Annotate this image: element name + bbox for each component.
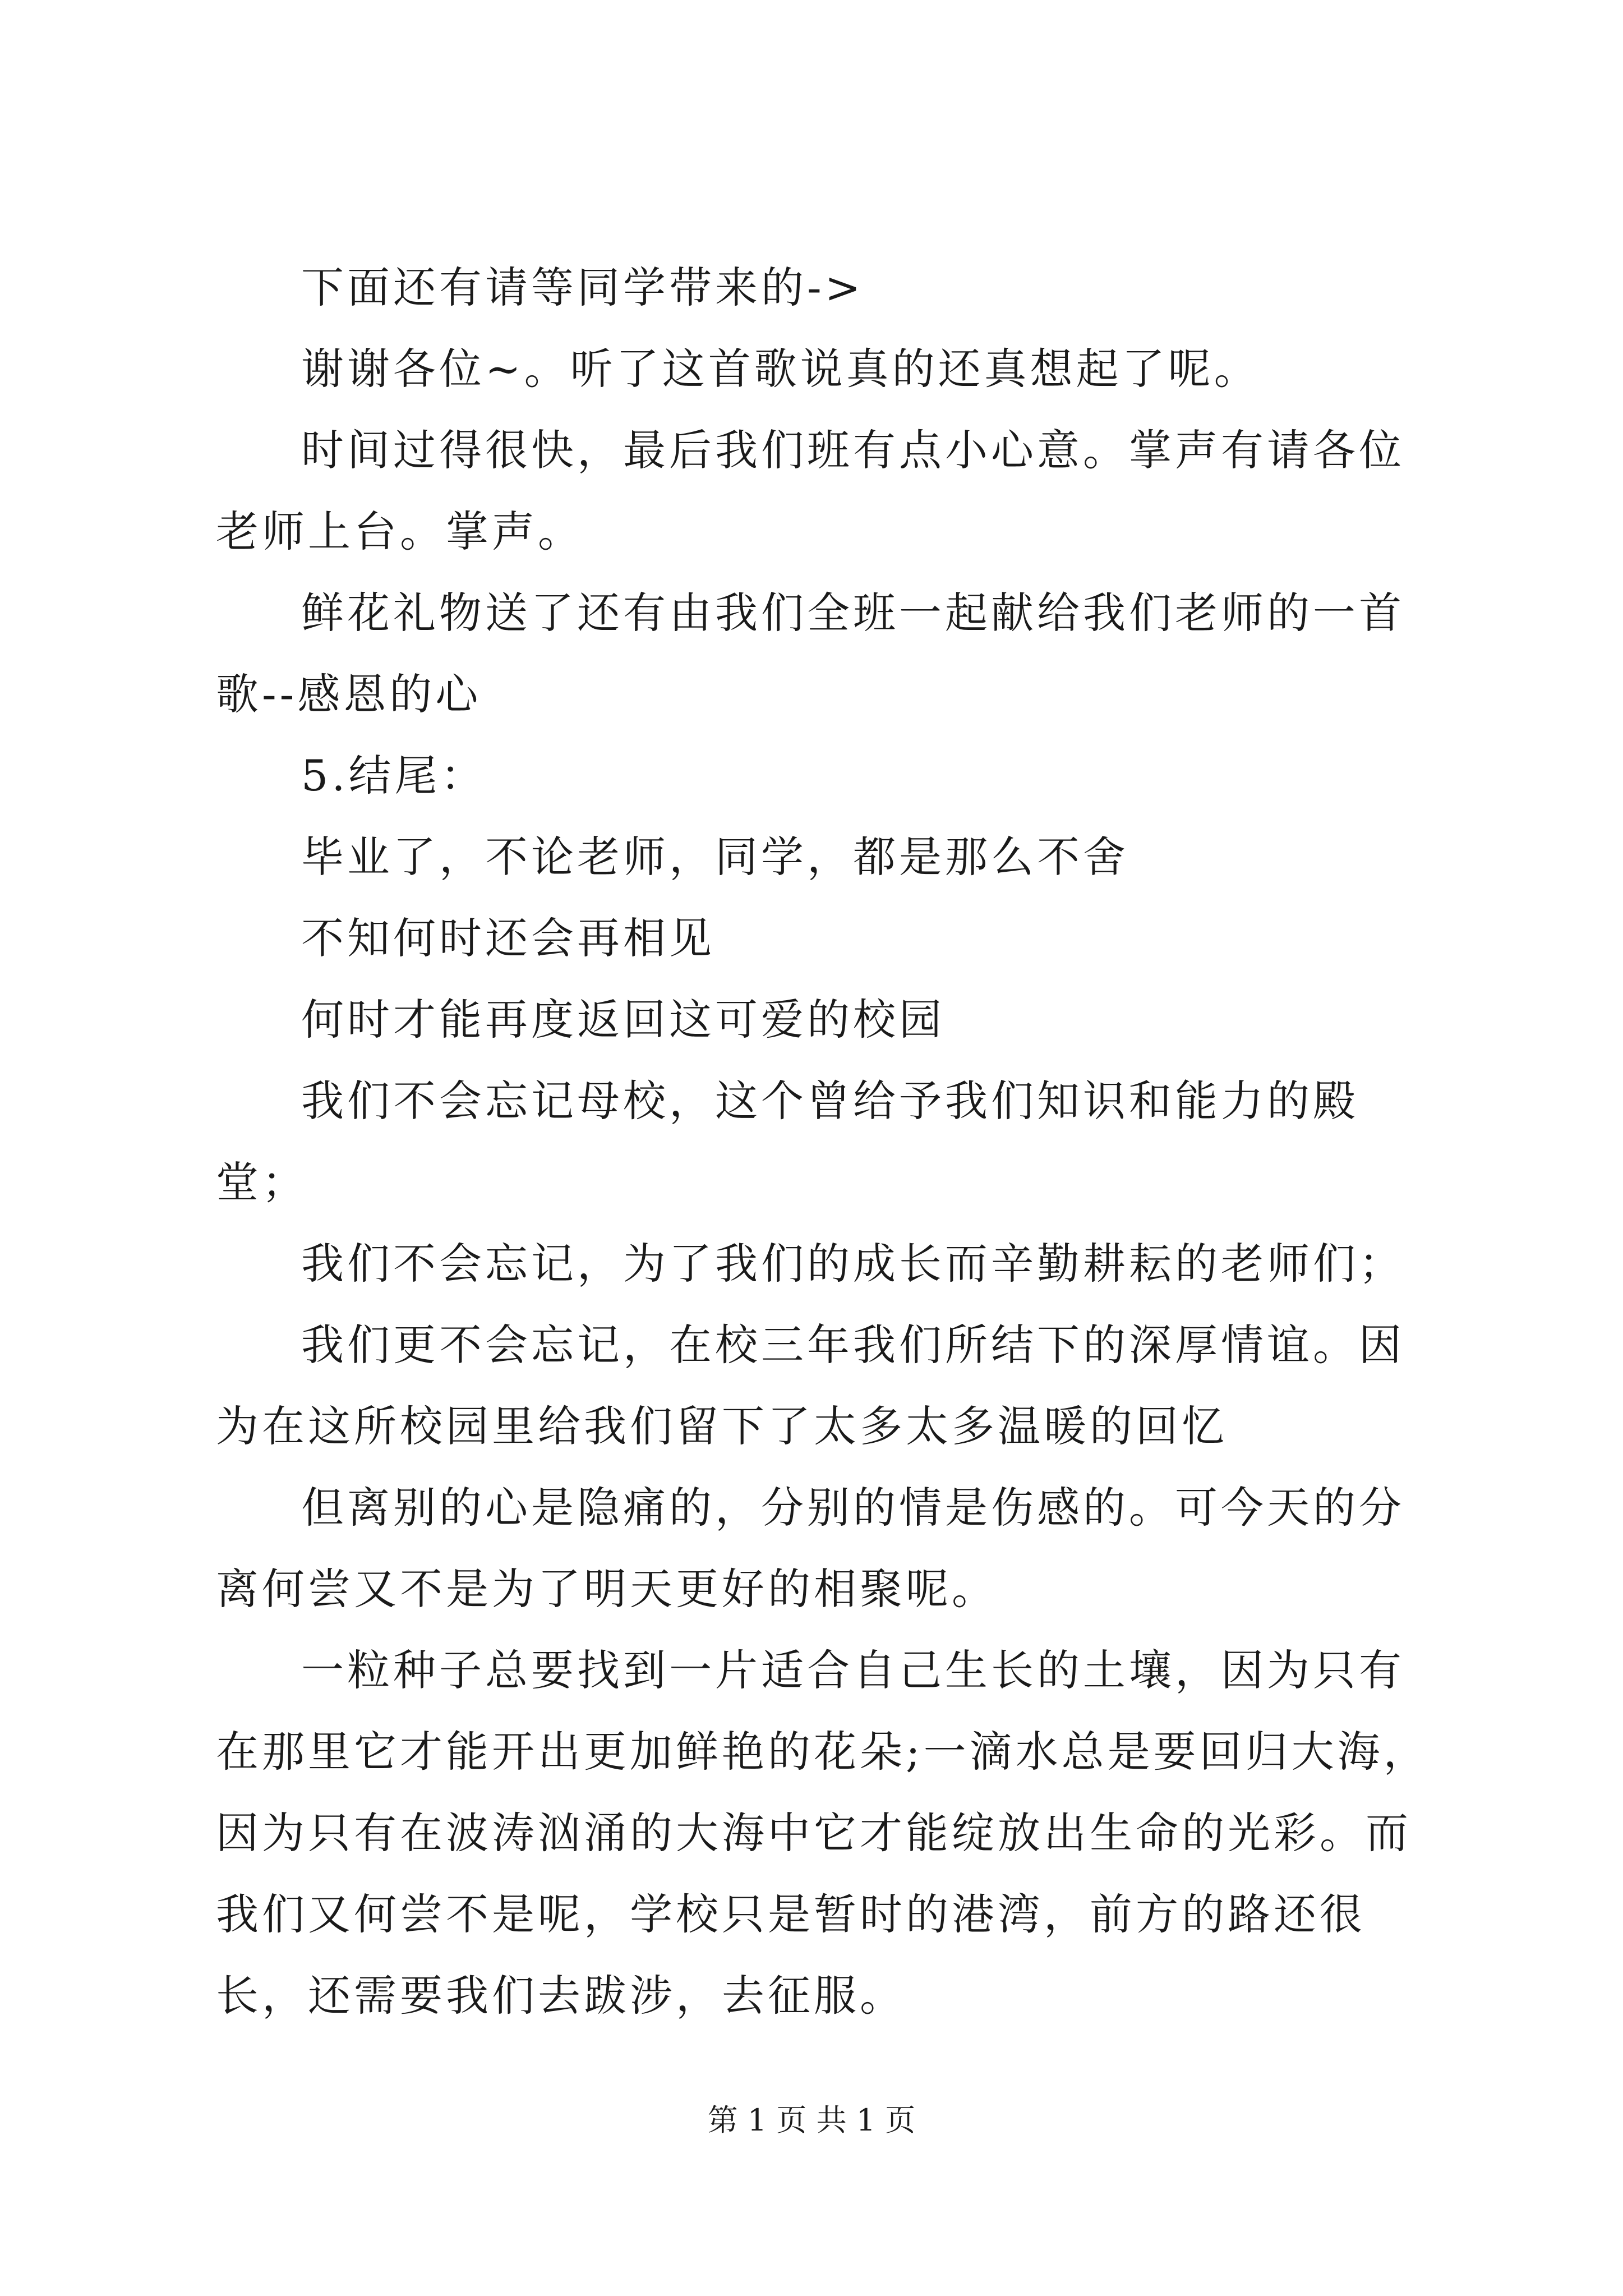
paragraph-11: 我们更不会忘记，在校三年我们所结下的深厚情谊。因为在这所校园里给我们留下了太多太多温暖的回忆: [216, 1320, 1405, 1451]
paragraph-10: 我们不会忘记，为了我们的成长而辛勤耕耘的老师们；: [301, 1239, 1405, 1289]
section-heading-ending: 5.结尾：: [301, 751, 487, 800]
paragraph-13: 一粒种子总要找到一片适合自己生长的土壤，因为只有在那里它才能开出更加鲜艳的花朵;一滴水总是要回归大海，因为只有在波涛汹涌的大海中它才能绽放出生命的光彩。而我们又何尝不是呢，学校只是暂时的港湾，前方的路还很长，还需要我们去跋涉，去征服。: [216, 1645, 1430, 2021]
paragraph-6: 毕业了，不论老师，同学，都是那么不舍: [301, 832, 1129, 882]
paragraph-3: 时间过得很快，最后我们班有点小心意。掌声有请各位老师上台。掌声。: [216, 425, 1405, 556]
paragraph-8: 何时才能再度返回这可爱的校园: [301, 995, 945, 1045]
paragraph-4: 鲜花礼物送了还有由我们全班一起献给我们老师的一首歌--感恩的心: [216, 588, 1405, 719]
paragraph-7: 不知何时还会再相见: [301, 913, 715, 963]
paragraph-12: 但离别的心是隐痛的，分别的情是伤感的。可今天的分离何尝又不是为了明天更好的相聚呢。: [216, 1483, 1405, 1614]
paragraph-9: 我们不会忘记母校，这个曾给予我们知识和能力的殿堂；: [216, 1076, 1359, 1207]
paragraph-1: 下面还有请等同学带来的->: [301, 263, 864, 312]
page-footer: [0, 2098, 1623, 2143]
document-body: [216, 247, 1433, 2036]
page-number-label: 第 1 页 共 1 页: [707, 2102, 916, 2138]
paragraph-2: 谢谢各位~。听了这首歌说真的还真想起了呢。: [301, 344, 1260, 394]
